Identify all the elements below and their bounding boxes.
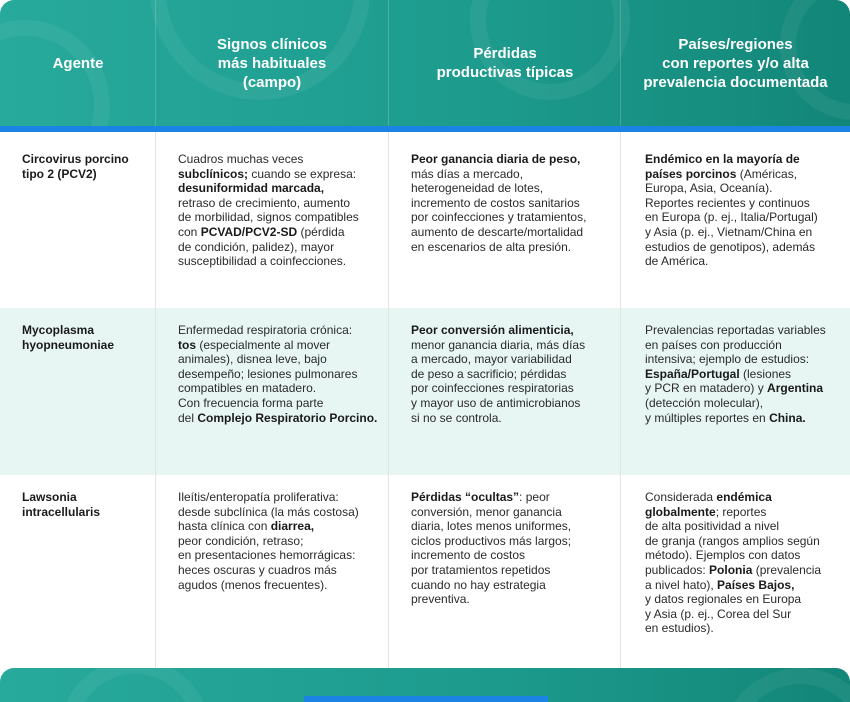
emphasis-text: desuniformidad marcada, — [178, 181, 325, 196]
body-text: (prevalencia a nivel hato), — [645, 562, 822, 592]
body-text: y datos regionales en Europa y Asia (p. ej., Corea del Sur en estudios). — [645, 592, 802, 636]
body-text: (Américas, Europa, Asia, Oceanía). Reportes recientes y continuos en Europa (p. ej., Italia/Portugal) y Asia (p. ej., Vietnam/China en estudios de genotipos), además de América. — [645, 166, 818, 269]
emphasis-text: subclínicos; — [178, 166, 249, 181]
header-losses: Pérdidas productivas típicas — [436, 45, 574, 81]
body-text: Cuadros muchas veces — [178, 152, 304, 166]
emphasis-text: Peor conversión alimenticia, — [411, 323, 574, 337]
row-agent: Lawsonia intracellularis — [22, 490, 101, 519]
row-signs — [178, 152, 383, 269]
row-countries — [645, 490, 845, 636]
emphasis-text: diarrea, — [270, 519, 315, 534]
body-text: cuando se expresa: — [251, 166, 357, 181]
column-divider — [155, 132, 156, 668]
body-text: Considerada — [645, 490, 717, 504]
body-text: ; reportes de alta positividad a nivel de granja (rangos amplios según método). Ejemplos con datos publicados: — [645, 504, 820, 577]
emphasis-text: Peor ganancia diaria de peso, — [411, 152, 581, 166]
body-text: (especialmente al mover animales), disnea leve, bajo desempeño; lesiones pulmonares compatibles en matadero. Con frecuencia forma parte del — [178, 337, 358, 425]
body-text: : peor conversión, menor ganancia diaria, lotes menos uniformes, ciclos productivos más largos; incremento de costos por tratamientos repetidos cuando no hay estrategia preventiva. — [411, 490, 572, 607]
emphasis-text: Endémico en la mayoría de países porcinos — [645, 152, 800, 181]
header-agent: Agente — [52, 54, 104, 72]
row-losses — [411, 152, 616, 254]
emphasis-text: PCVAD/PCV2-SD — [200, 224, 298, 239]
header-countries: Países/regiones con reportes y/o alta prevalencia documentada — [643, 35, 828, 91]
emphasis-text: España/Portugal — [645, 366, 740, 381]
emphasis-text: Polonia — [709, 562, 753, 577]
emphasis-text: Países Bajos, — [717, 577, 795, 592]
body-text: (detección molecular), y múltiples reportes en — [645, 395, 766, 425]
table-header — [0, 0, 850, 126]
emphasis-text: Complejo Respiratorio Porcino. — [197, 410, 378, 425]
column-divider — [620, 132, 621, 668]
row-agent: Mycoplasma hyopneumoniae — [22, 323, 115, 352]
emphasis-text: tos — [178, 337, 196, 352]
body-text: peor condición, retraso; en presentaciones hemorrágicas: heces oscuras y cuadros más agudos (menos frecuentes). — [178, 533, 356, 592]
footer-accent-bar — [304, 696, 548, 702]
row-losses — [411, 490, 616, 607]
row-losses — [411, 323, 616, 425]
footer-decoration — [720, 668, 850, 702]
row-countries — [645, 323, 845, 425]
header-signs: Signos clínicos más habituales (campo) — [216, 35, 328, 91]
body-text: retraso de crecimiento, aumento de morbilidad, signos compatibles con — [178, 195, 359, 239]
footer-decoration — [60, 668, 210, 702]
row-countries — [645, 152, 845, 269]
row-signs — [178, 323, 383, 425]
row-agent: Circovirus porcino tipo 2 (PCV2) — [22, 152, 129, 181]
body-text: menor ganancia diaria, más días a mercado, mayor variabilidad de peso a sacrificio; pérdidas por coinfecciones respiratorias y mayor uso de antimicrobianos si no se controla. — [411, 337, 586, 425]
emphasis-text: Argentina — [767, 381, 824, 396]
body-text: más días a mercado, heterogeneidad de lotes, incremento de costos sanitarios por coinfecciones y tratamientos, aumento de descarte/mortalidad en escenarios de alta presión. — [411, 166, 587, 254]
emphasis-text: Pérdidas “ocultas” — [411, 490, 520, 504]
body-text: Enfermedad respiratoria crónica: — [178, 323, 353, 337]
body-text: (lesiones y PCR en matadero) y — [645, 366, 792, 396]
table-row — [0, 475, 850, 668]
body-text: Ileítis/enteropatía proliferativa: desde subclínica (la más costosa) hasta clínica con — [178, 490, 359, 534]
emphasis-text: China. — [769, 410, 806, 425]
table-row — [0, 308, 850, 475]
body-text: Prevalencias reportadas variables en países con producción intensiva; ejemplo de estudios: — [645, 323, 826, 367]
row-signs — [178, 490, 383, 592]
column-divider — [388, 132, 389, 668]
emphasis-text: endémica globalmente — [645, 490, 772, 519]
table-row — [0, 132, 850, 308]
body-text: (pérdida de condición, palidez), mayor susceptibilidad a coinfecciones. — [178, 224, 347, 269]
